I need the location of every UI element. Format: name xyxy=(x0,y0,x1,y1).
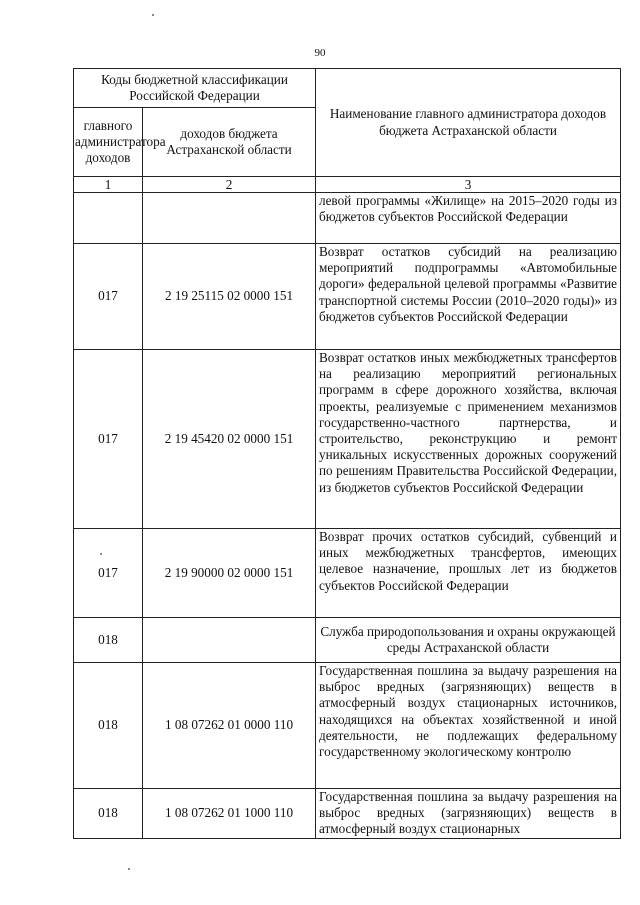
table-row xyxy=(74,789,621,839)
admin-code-cell: 017 xyxy=(74,529,143,618)
page-number: 90 xyxy=(314,47,326,59)
table-row xyxy=(74,529,621,618)
table-row xyxy=(74,618,621,663)
table-row xyxy=(74,663,621,789)
income-code-cell: 2 19 90000 02 0000 151 xyxy=(143,529,316,618)
income-column-header: доходов бюджета Астраханской области xyxy=(143,108,316,177)
table-row xyxy=(74,350,621,529)
income-code-cell xyxy=(143,618,316,663)
income-code-cell: 2 19 25115 02 0000 151 xyxy=(143,244,316,350)
income-code-cell: 1 08 07262 01 1000 110 xyxy=(143,789,316,839)
name-cell: Государственная пошлина за выдачу разрешения на выброс вредных (загрязняющих) веществ в атмосферный воздух стационарных источников, находящихся на объектах хозяйственной и иной деятельности, не подлежащих федеральному государственному экологическому контролю xyxy=(316,663,621,789)
income-code-cell xyxy=(143,193,316,244)
table-row xyxy=(74,193,621,244)
column-number-3: 3 xyxy=(316,177,621,193)
column-numbers-row xyxy=(74,177,621,193)
name-cell: Возврат остатков субсидий на реализацию мероприятий подпрограммы «Автомобильные дороги» федеральной целевой программы «Развитие транспортной системы России (2010–2020 годы)» из бюджетов субъектов Российской Федерации xyxy=(316,244,621,350)
income-code-cell: 2 19 45420 02 0000 151 xyxy=(143,350,316,529)
name-cell: Возврат прочих остатков субсидий, субвенций и иных межбюджетных трансфертов, имеющих целевое назначение, прошлых лет из бюджетов субъектов Российской Федерации xyxy=(316,529,621,618)
admin-code-cell: 018 xyxy=(74,663,143,789)
admin-column-header: главного администратора доходов xyxy=(74,108,143,177)
codes-group-header: Коды бюджетной классификации Российской Федерации xyxy=(74,69,316,108)
column-number-2: 2 xyxy=(143,177,316,193)
name-cell: Возврат остатков иных межбюджетных трансфертов на реализацию мероприятий региональных программ в сфере дорожного хозяйства, включая проекты, реализуемые с применением механизмов государственно-частного партнерства, и строительство, реконструкцию и ремонт уникальных искусственных дорожных сооружений по решениям Правительства Российской Федерации, из бюджетов субъектов Российской Федерации xyxy=(316,350,621,529)
admin-code-cell xyxy=(74,193,143,244)
scan-speck xyxy=(128,868,130,870)
admin-code-cell: 018 xyxy=(74,618,143,663)
table-row xyxy=(74,244,621,350)
name-cell: Государственная пошлина за выдачу разрешения на выброс вредных (загрязняющих) веществ в атмосферный воздух стационарных xyxy=(316,789,621,839)
header-row-1 xyxy=(74,69,621,108)
admin-code-cell: 018 xyxy=(74,789,143,839)
admin-code-cell: 017 xyxy=(74,350,143,529)
scan-speck xyxy=(152,14,154,16)
admin-code-cell: 017 xyxy=(74,244,143,350)
name-column-header: Наименование главного администратора доходов бюджета Астраханской области xyxy=(316,69,621,177)
agency-name-cell: Служба природопользования и охраны окружающей среды Астраханской области xyxy=(316,618,621,663)
budget-codes-table xyxy=(73,68,621,839)
income-code-cell: 1 08 07262 01 0000 110 xyxy=(143,663,316,789)
name-cell: левой программы «Жилище» на 2015–2020 годы из бюджетов субъектов Российской Федерации xyxy=(316,193,621,244)
column-number-1: 1 xyxy=(74,177,143,193)
